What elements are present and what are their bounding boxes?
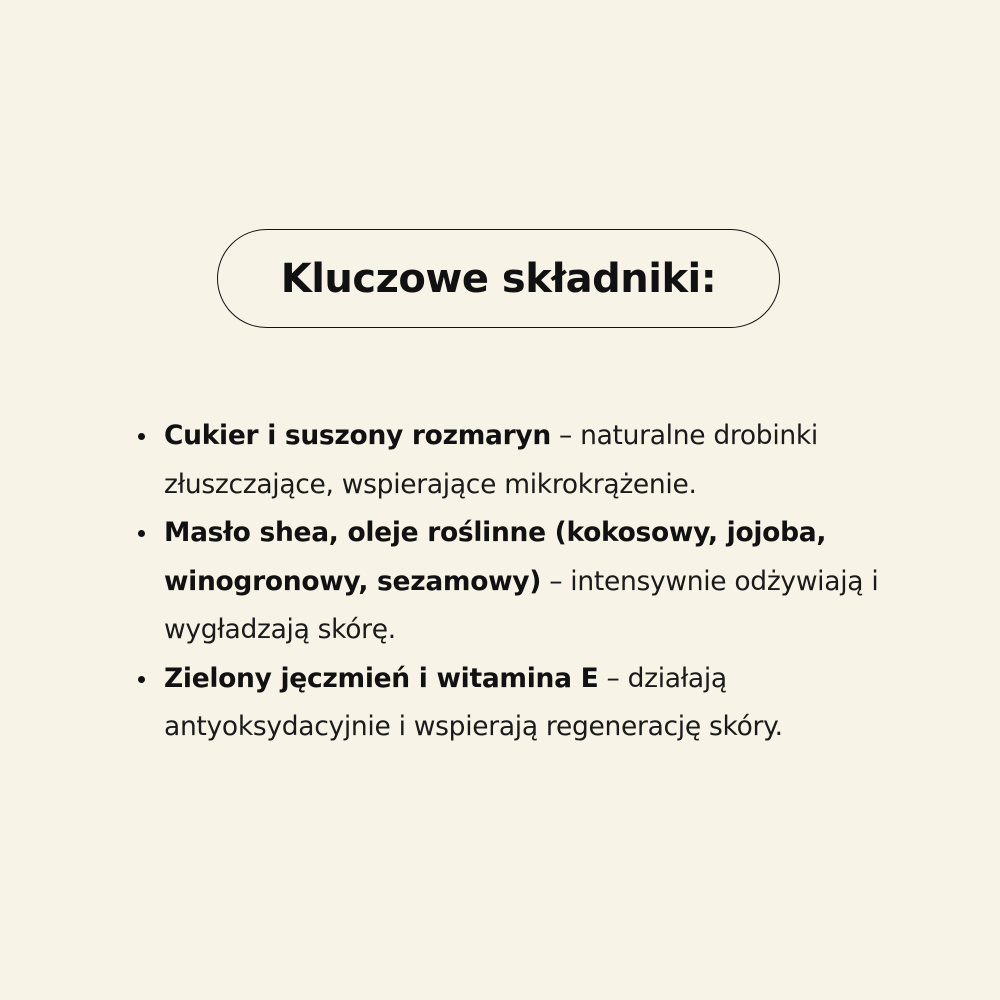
page-title: Kluczowe składniki: (280, 255, 717, 302)
ingredient-description: – naturalne drobinki złuszczające, wspierające mikrokrążenie. (164, 420, 818, 500)
ingredient-description: – intensywnie odżywiają i wygładzają skórę. (164, 565, 879, 645)
ingredients-list (138, 412, 918, 752)
list-item (138, 655, 918, 752)
ingredient-description: – działają antyoksydacyjnie i wspierają regenerację skóry. (164, 662, 783, 742)
list-item (138, 412, 918, 509)
ingredient-name: Masło shea, oleje roślinne (kokosowy, jojoba, winogronowy, sezamowy) (164, 517, 827, 597)
ingredient-name: Zielony jęczmień i witamina E (164, 662, 599, 694)
ingredient-name: Cukier i suszony rozmaryn (164, 420, 551, 451)
list-item (138, 509, 918, 655)
title-pill (217, 229, 780, 328)
